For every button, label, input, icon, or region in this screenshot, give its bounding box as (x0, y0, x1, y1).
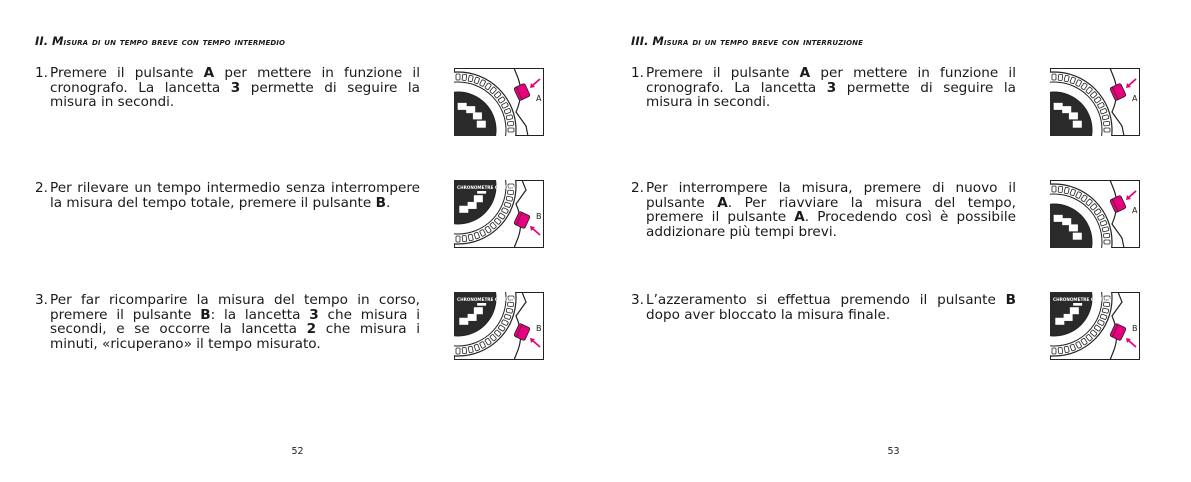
text-run: che misura i minuti, «ricuperano» il tempo misurato. (50, 321, 420, 352)
text-run: dopo aver bloccato la misura finale. (646, 306, 891, 323)
dial-marker (473, 113, 481, 119)
left-page (0, 0, 595, 482)
bold-ref: B (200, 306, 211, 323)
button-label: A (1132, 206, 1138, 215)
bezel-notch (507, 302, 513, 307)
text-run: . Per riavviare la misura del tempo, premere il pulsante (646, 194, 1016, 226)
bezel-notch (1103, 233, 1109, 238)
dial-text: CHRONOMETRE CERTIFIE (457, 297, 516, 302)
section-heading (35, 34, 285, 48)
step-2 (631, 181, 1016, 239)
dial-marker (1069, 225, 1077, 231)
watch-drawing (1050, 180, 1140, 248)
dial-marker (460, 318, 468, 324)
button-label: A (1132, 94, 1138, 103)
text-run: Per far ricomparire la misura del tempo in corso, premere il pulsante (50, 292, 420, 323)
right-page (596, 0, 1191, 482)
dial-marker (460, 206, 468, 212)
step-number: 3. (35, 292, 48, 308)
heading-rest: isura di un tempo breve con interruzione (663, 36, 863, 48)
bezel-notch (456, 348, 460, 354)
bezel-notch (468, 75, 473, 82)
dial-marker (474, 308, 482, 314)
bezel-notch (1102, 308, 1109, 313)
step-1 (631, 66, 1016, 110)
watch-illustration-2 (1050, 180, 1140, 248)
bold-ref: 3 (309, 306, 319, 323)
dial-marker (1069, 113, 1077, 119)
bold-ref: 2 (306, 321, 317, 338)
text-run: Premere il pulsante (646, 65, 800, 81)
bezel-notch (507, 121, 513, 126)
button-label: B (536, 212, 542, 221)
bezel-notch (508, 128, 514, 132)
dial-marker (468, 314, 476, 320)
watch-illustration-3 (454, 292, 544, 360)
heading-first-letter: M (652, 34, 664, 48)
watch-drawing (454, 180, 544, 248)
bezel-notch (1052, 348, 1056, 354)
bold-ref: A (799, 65, 811, 81)
bezel-notch (462, 74, 467, 80)
step-text (50, 181, 420, 210)
section-heading (631, 34, 863, 48)
bold-ref: A (717, 194, 728, 211)
bezel-notch (1052, 186, 1056, 192)
dial-marker (1054, 215, 1062, 221)
text-run: che misura i secondi, e se occorre la lancetta (50, 306, 420, 338)
bezel-notch (506, 308, 513, 313)
step-text (646, 181, 1016, 239)
step-number: 1. (631, 65, 644, 81)
bold-ref: 3 (826, 79, 837, 96)
step-text (50, 293, 420, 351)
dial-marker (477, 121, 485, 127)
text-run: Premere il pulsante (50, 65, 204, 81)
bezel-notch (468, 346, 473, 353)
step-3 (35, 293, 420, 351)
dial-marker (1073, 121, 1081, 127)
text-run: L’azzeramento si effettua premendo il pulsante (646, 292, 1006, 308)
watch-drawing (454, 292, 544, 360)
text-run: Per rilevare un tempo intermedio senza interrompere la misura del tempo totale, premere il pulsante (50, 180, 420, 211)
heading-first-letter: M (52, 34, 64, 48)
bezel-notch (468, 234, 473, 241)
page-number: 53 (887, 446, 900, 457)
text-run: permette di seguire la misura in secondi. (50, 79, 420, 111)
bold-ref: A (203, 65, 215, 81)
text-run: permette di seguire la misura in secondi. (646, 79, 1016, 111)
bezel-notch (1104, 128, 1110, 132)
step-number: 2. (35, 180, 48, 196)
text-run: per mettere in funzione il cronografo. La lancetta (646, 65, 1016, 96)
step-text (646, 293, 1016, 322)
heading-roman: II. (35, 34, 49, 48)
bezel-notch (506, 196, 513, 201)
bezel-notch (456, 74, 460, 80)
step-number: 2. (631, 180, 644, 196)
heading-roman: III. (631, 34, 649, 48)
text-run: . Procedendo così è possibile addizionare più tempi brevi. (646, 209, 1016, 240)
dial-marker (1063, 107, 1071, 113)
page-number: 52 (291, 446, 304, 457)
bezel-notch (462, 235, 467, 241)
dial-text: CHRONOMETRE CERTIFIE (457, 185, 516, 190)
dial-marker (1073, 233, 1081, 239)
step-number: 3. (631, 292, 644, 308)
dial-marker (1064, 314, 1072, 320)
heading-rest: isura di un tempo breve con tempo intermedio (63, 36, 286, 48)
bold-ref: B (1005, 292, 1016, 308)
step-text (50, 66, 420, 110)
step-2 (35, 181, 420, 210)
dial-marker (458, 103, 466, 109)
dial-marker (1070, 308, 1078, 314)
bezel-notch (1058, 74, 1063, 80)
bezel-notch (462, 347, 467, 353)
watch-illustration-2 (454, 180, 544, 248)
dial-marker (1063, 219, 1071, 225)
watch-drawing (1050, 68, 1140, 136)
bold-ref: B (375, 194, 386, 211)
text-run: per mettere in funzione il cronografo. La lancetta (50, 65, 420, 96)
watch-illustration-3 (1050, 292, 1140, 360)
step-1 (35, 66, 420, 110)
watch-drawing (454, 68, 544, 136)
dial-marker (467, 107, 475, 113)
bezel-notch (1102, 115, 1109, 120)
button-label: B (536, 324, 542, 333)
bezel-notch (456, 236, 460, 242)
bezel-notch (1103, 121, 1109, 126)
button-label: A (536, 94, 542, 103)
dial-marker (1056, 318, 1064, 324)
bold-ref: A (794, 209, 805, 226)
text-run: Per interrompere la misura, premere di nuovo il pulsante (646, 180, 1016, 211)
dial-marker (1054, 103, 1062, 109)
watch-illustration-1 (454, 68, 544, 136)
text-run: . (385, 194, 391, 211)
bezel-notch (507, 190, 513, 195)
step-number: 1. (35, 65, 48, 81)
bezel-notch (506, 115, 513, 120)
step-3 (631, 293, 1016, 322)
bezel-notch (1058, 347, 1063, 353)
step-text (646, 66, 1016, 110)
bezel-notch (1064, 346, 1069, 353)
bezel-notch (1052, 74, 1056, 80)
bezel-notch (1104, 240, 1110, 244)
watch-illustration-1 (1050, 68, 1140, 136)
bezel-notch (1102, 227, 1109, 232)
bold-ref: 3 (230, 79, 241, 96)
dial-text: CHRONOMETRE CERTIFIE (1053, 297, 1112, 302)
bezel-notch (1064, 75, 1069, 82)
bezel-notch (1064, 187, 1069, 194)
button-label: B (1132, 324, 1138, 333)
bezel-notch (1103, 302, 1109, 307)
watch-drawing (1050, 292, 1140, 360)
text-run: : la lancetta (210, 306, 310, 323)
dial-marker (474, 196, 482, 202)
dial-marker (468, 202, 476, 208)
bezel-notch (1058, 186, 1063, 192)
